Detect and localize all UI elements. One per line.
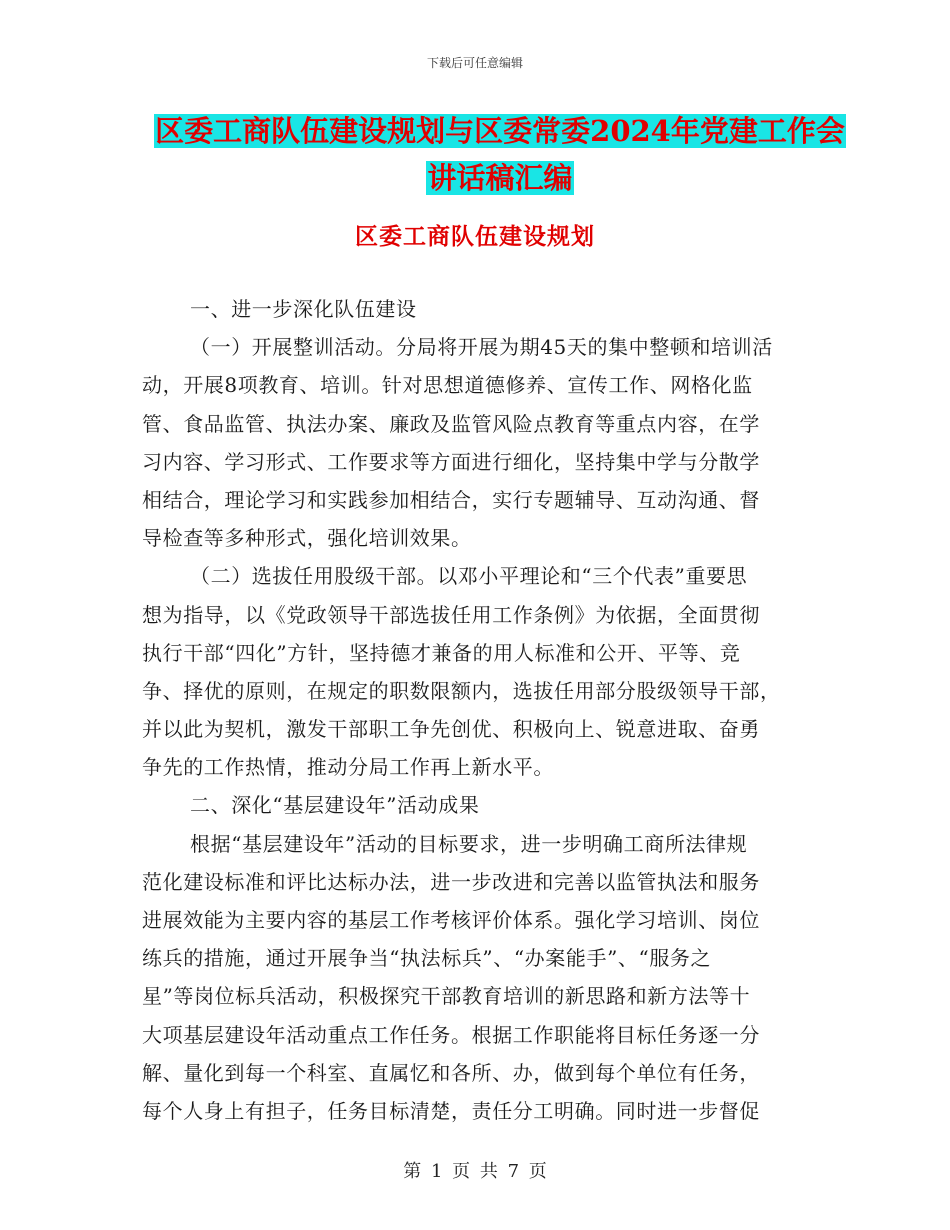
body-line: 范化建设标准和评比达标办法，进一步改进和完善以监管执法和服务 (142, 869, 760, 894)
body-line: 争先的工作热情，推动分局工作再上新水平。 (142, 755, 554, 780)
body-line: 每个人身上有担子，任务目标清楚，责任分工明确。同时进一步督促 (142, 1098, 760, 1123)
body-line: 练兵的措施，通过开展争当“执法标兵”、“办案能手”、“服务之 (142, 946, 712, 971)
body-line: 相结合，理论学习和实践参加相结合，实行专题辅导、互动沟通、督 (142, 487, 760, 512)
body-line: 一、进一步深化队伍建设 (190, 297, 417, 321)
body-line: 并以此为契机，激发干部职工争先创优、积极向上、锐意进取、奋勇 (142, 717, 760, 742)
body-line: 二、深化“基层建设年”活动成果 (190, 793, 480, 818)
body-line: （二）选拔任用股级干部。以邓小平理论和“三个代表”重要思 (190, 564, 748, 589)
document-title (150, 108, 850, 202)
section-title: 区委工商队伍建设规划 (355, 223, 595, 250)
body-line: 执行干部“四化”方针，坚持德才兼备的用人标准和公开、平等、竞 (142, 640, 741, 665)
body-line: 根据“基层建设年”活动的目标要求，进一步明确工商所法律规 (190, 831, 748, 856)
body-line: 管、食品监管、执法办案、廉政及监管风险点教育等重点内容，在学 (142, 411, 760, 436)
body-line: 习内容、学习形式、工作要求等方面进行细化，坚持集中学与分散学 (142, 449, 760, 474)
body-line: 动，开展8项教育、培训。针对思想道德修养、宣传工作、网格化监 (142, 373, 753, 398)
page-footer: 第 1 页 共 7 页 (403, 1161, 547, 1182)
body-line: （一）开展整训活动。分局将开展为期45天的集中整顿和培训活 (190, 335, 773, 360)
title-line-2: 讲话稿汇编 (427, 161, 573, 195)
body-line: 争、择优的原则，在规定的职数限额内，选拔任用部分股级领导干部， (142, 678, 781, 703)
body-line: 大项基层建设年活动重点工作任务。根据工作职能将目标任务逐一分 (142, 1022, 760, 1047)
body-text (142, 290, 810, 1130)
body-line: 星”等岗位标兵活动，积极探究干部教育培训的新思路和新方法等十 (142, 984, 751, 1009)
title-line-1: 区委工商队伍建设规划与区委常委2024年党建工作会 (155, 114, 845, 148)
body-line: 解、量化到每一个科室、直属忆和各所、办，做到每个单位有任务， (142, 1060, 760, 1085)
body-line: 进展效能为主要内容的基层工作考核评价体系。强化学习培训、岗位 (142, 908, 760, 932)
body-line: 想为指导，以《党政领导干部选拔任用工作条例》为依据，全面贯彻 (142, 602, 760, 627)
header-note: 下载后可任意编辑 (426, 56, 523, 70)
body-line: 导检查等多种形式，强化培训效果。 (142, 526, 472, 551)
